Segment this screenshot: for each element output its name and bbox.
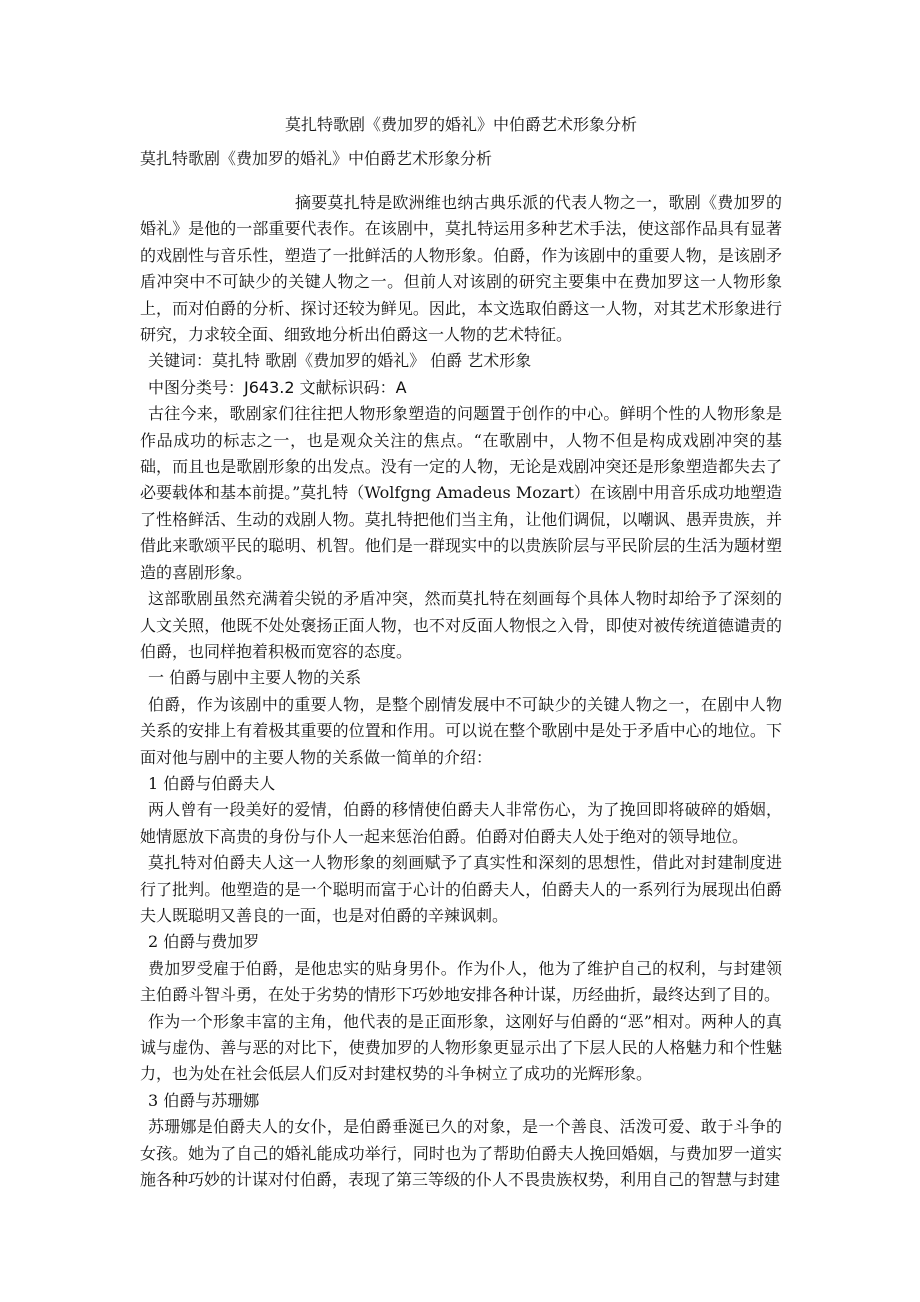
subsection-heading: 2 伯爵与费加罗	[148, 932, 260, 952]
body-paragraph: 伯爵，作为该剧中的重要人物，是整个剧情发展中不可缺少的关键人物之一，在剧中人物关系的安排上有着极其重要的位置和作用。可以说在整个歌剧中是处于矛盾中心的地位。下面对他与剧中的主要人物的关系做一简单的介绍：	[140, 694, 782, 767]
body-paragraph: 两人曾有一段美好的爱情，伯爵的移情使伯爵夫人非常伤心，为了挽回即将破碎的婚姻，她情愿放下高贵的身份与仆人一起来惩治伯爵。伯爵对伯爵夫人处于绝对的领导地位。	[140, 800, 782, 846]
body-paragraph: 苏珊娜是伯爵夫人的女仆，是伯爵垂涎已久的对象，是一个善良、活泼可爱、敢于斗争的女孩。她为了自己的婚礼能成功举行，同时也为了帮助伯爵夫人挽回婚姻，与费加罗一道实施各种巧妙的计谋对付伯爵，表现了第三等级的仆人不畏贵族权势，利用自己的智慧与封建	[140, 1117, 782, 1190]
subsection-heading: 1 伯爵与伯爵夫人	[148, 773, 276, 793]
classification-line: 中图分类号：J643.2 文献标识码：A	[148, 377, 407, 397]
section-heading: 一 伯爵与剧中主要人物的关系	[148, 668, 362, 688]
document-title: 莫扎特歌剧《费加罗的婚礼》中伯爵艺术形象分析	[284, 115, 637, 134]
body-paragraph: 费加罗受雇于伯爵，是他忠实的贴身男仆。作为仆人，他为了维护自己的权利，与封建领主伯爵斗智斗勇，在处于劣势的情形下巧妙地安排各种计谋，历经曲折，最终达到了目的。	[140, 958, 782, 1005]
body-paragraph: 这部歌剧虽然充满着尖锐的矛盾冲突，然而莫扎特在刻画每个具体人物时却给予了深刻的人文关照，他既不处处褒扬正面人物，也不对反面人物恨之入骨，即使对被传统道德谴责的伯爵，也同样抱着积极而宽容的态度。	[140, 589, 782, 661]
body-paragraph: 作为一个形象丰富的主角，他代表的是正面形象，这刚好与伯爵的“恶”相对。两种人的真诚与虚伪、善与恶的对比下，使费加罗的人物形象更显示出了下层人民的人格魅力和个性魅力，也为处在社会低层人们反对封建权势的斗争树立了成功的光辉形象。	[140, 1011, 782, 1084]
keywords-line: 关键词：莫扎特 歌剧《费加罗的婚礼》 伯爵 艺术形象	[148, 351, 532, 371]
abstract-paragraph: 摘要莫扎特是欧洲维也纳古典乐派的代表人物之一，歌剧《费加罗的婚礼》是他的一部重要代表作。在该剧中，莫扎特运用多种艺术手法，使这部作品具有显著的戏剧性与音乐性，塑造了一批鲜活的人物形象。伯爵，作为该剧中的重要人物，是该剧矛盾冲突中不可缺少的关键人物之一。但前人对该剧的研究主要集中在费加罗这一人物形象上，而对伯爵的分析、探讨还较为鲜见。因此，本文选取伯爵这一人物，对其艺术形象进行研究，力求较全面、细致地分析出伯爵这一人物的艺术特征。	[140, 193, 782, 345]
document-subtitle: 莫扎特歌剧《费加罗的婚礼》中伯爵艺术形象分析	[140, 149, 493, 168]
body-paragraph: 古往今来，歌剧家们往往把人物形象塑造的问题置于创作的中心。鲜明个性的人物形象是作品成功的标志之一，也是观众关注的焦点。“在歌剧中，人物不但是构成戏剧冲突的基础，而且也是歌剧形象的出发点。没有一定的人物，无论是戏剧冲突还是形象塑造都失去了必要载体和基本前提。”莫扎特（Wolfgng Amadeus Mozart）在该剧中用音乐成功地塑造了性格鲜活、生动的戏剧人物。莫扎特把他们当主角，让他们调侃，以嘲讽、愚弄贵族，并借此来歌颂平民的聪明、机智。他们是一群现实中的以贵族阶层与平民阶层的生活为题材塑造的喜剧形象。	[140, 404, 782, 582]
body-paragraph: 莫扎特对伯爵夫人这一人物形象的刻画赋予了真实性和深刻的思想性，借此对封建制度进行了批判。他塑造的是一个聪明而富于心计的伯爵夫人，伯爵夫人的一系列行为展现出伯爵夫人既聪明又善良的一面，也是对伯爵的辛辣讽刺。	[140, 853, 782, 925]
subsection-heading: 3 伯爵与苏珊娜	[148, 1090, 260, 1110]
